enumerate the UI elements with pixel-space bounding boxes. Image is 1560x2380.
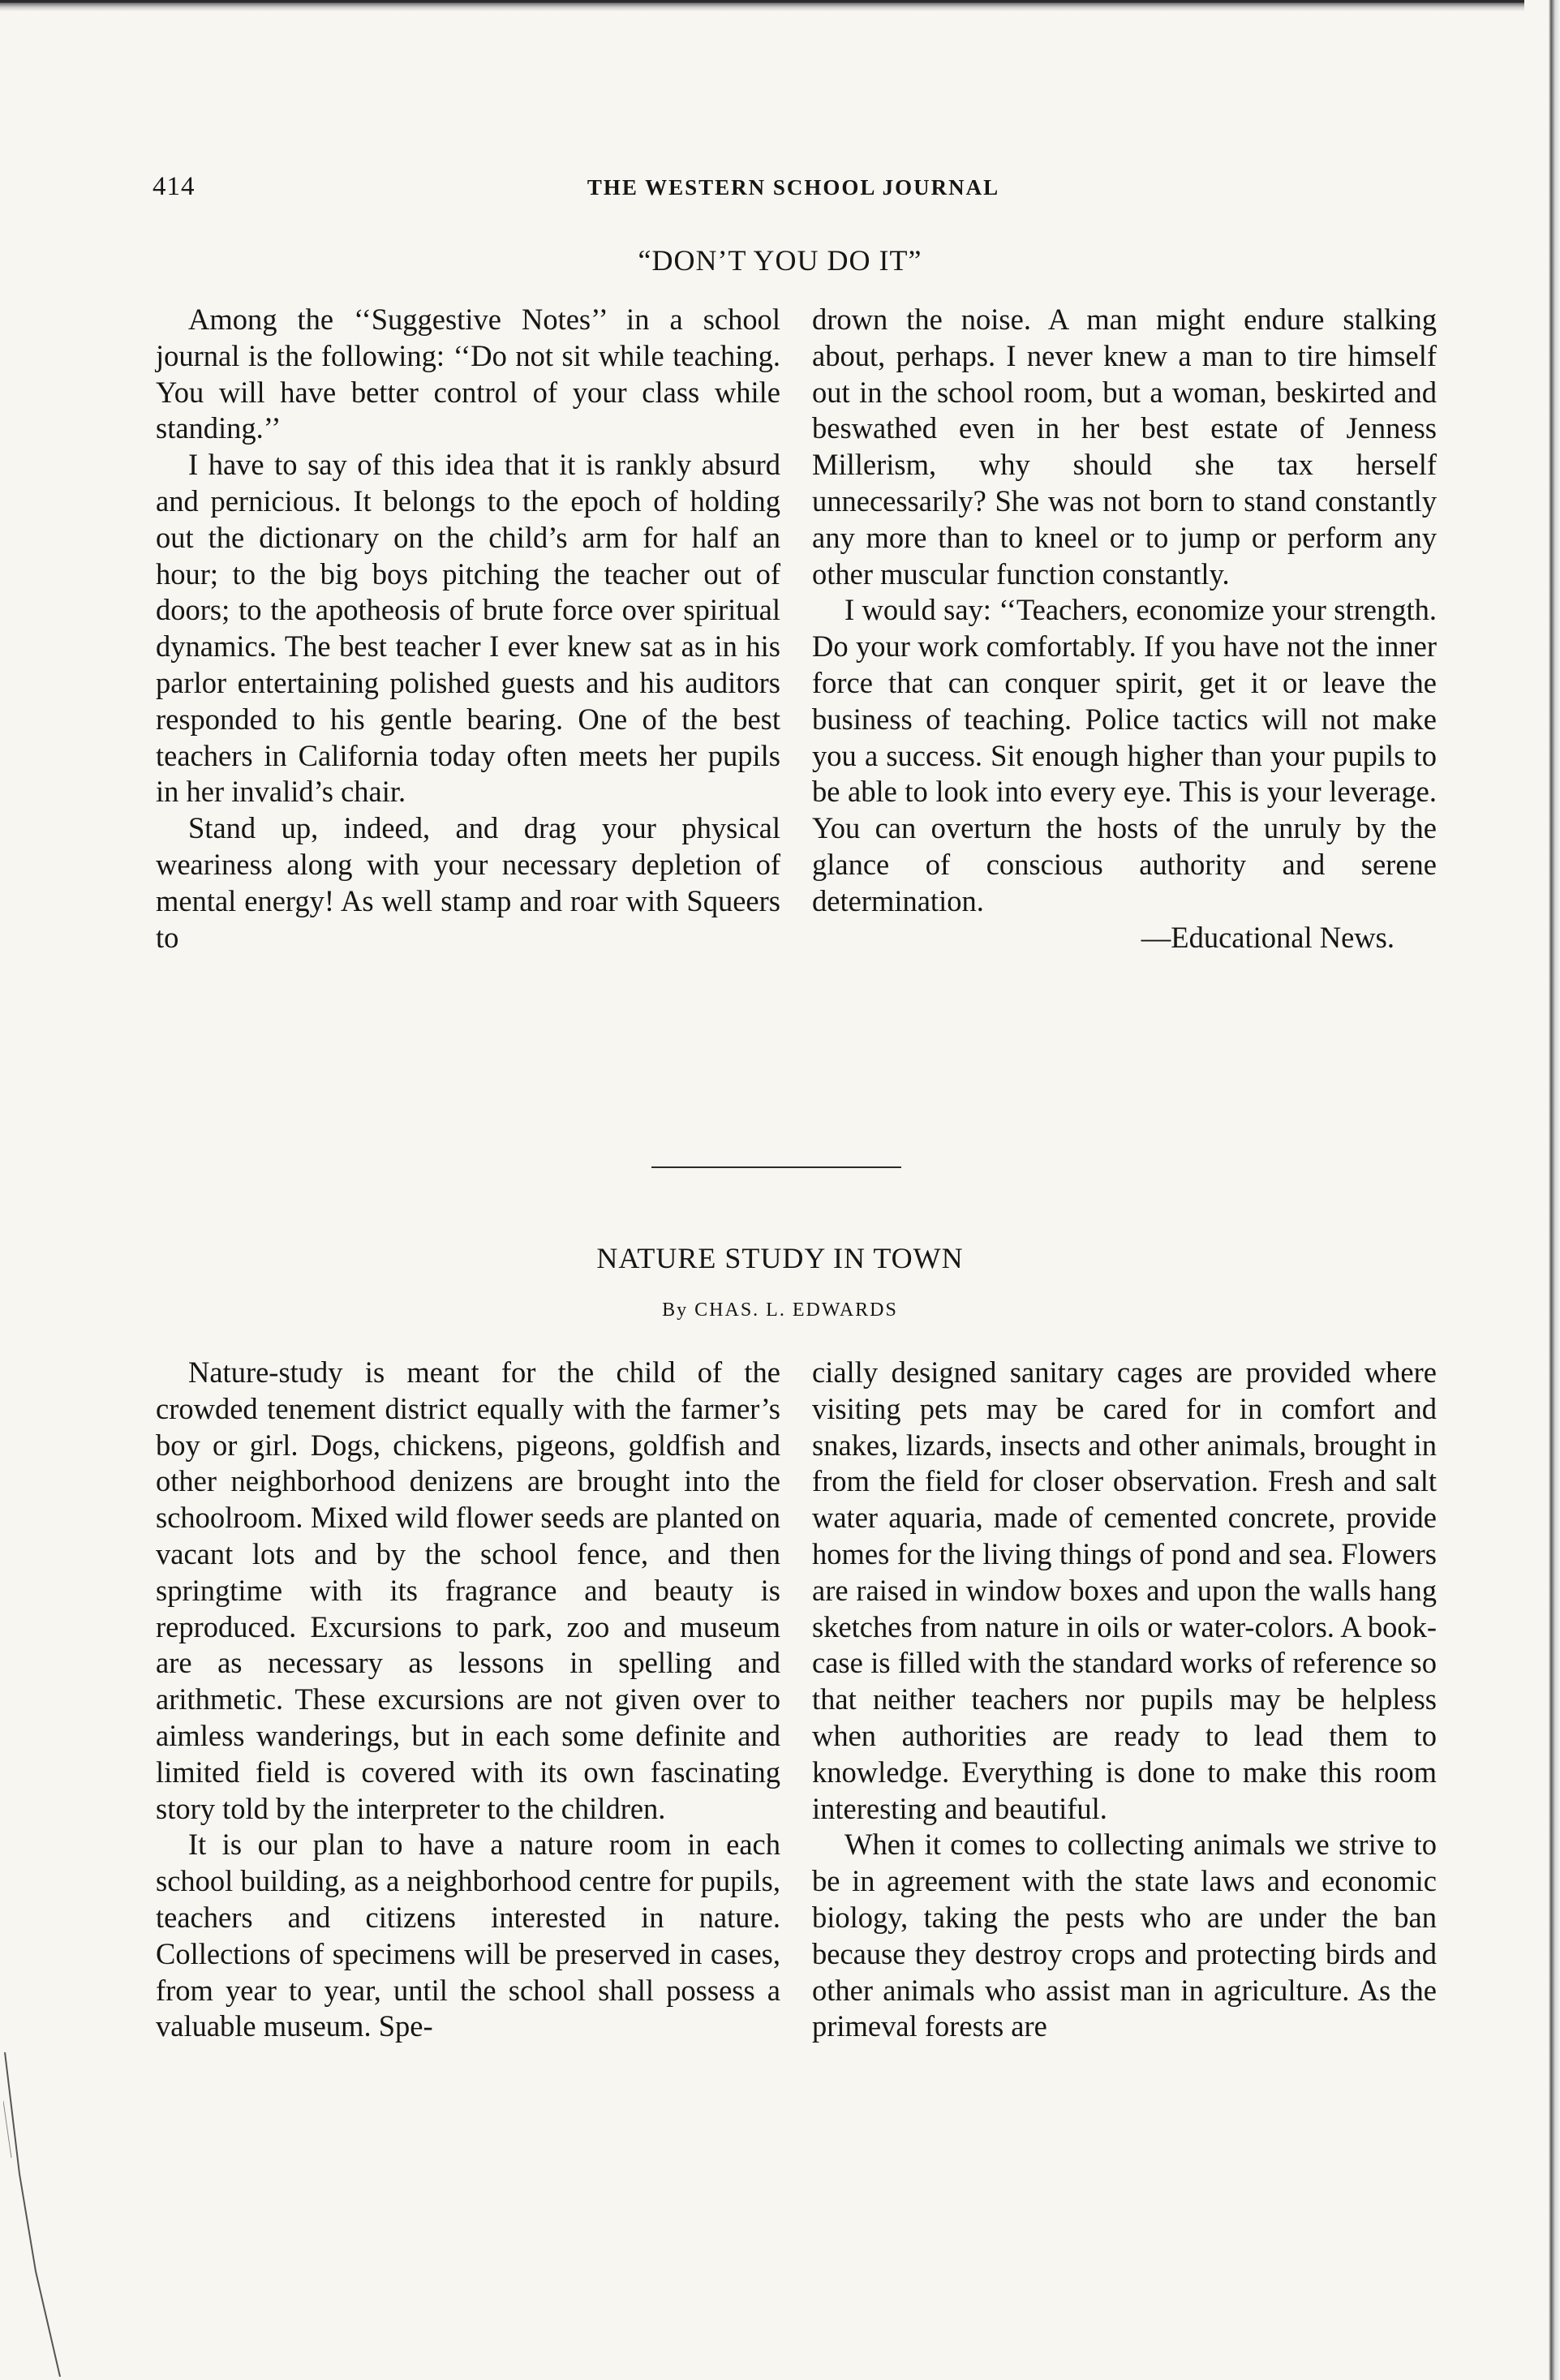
paragraph: It is our plan to have a nature room in each school building, as a neighborhood centre for pupils, teachers and citizens interested in nature. Collections of specimens will be preserved in cases, from year to year, until the school shall possess a valuable museum. Spe- (156, 1828, 780, 2043)
scan-scuff-marks (3, 2052, 76, 2377)
paragraph: Among the ‘‘Suggestive Notes’’ in a school journal is the following: ‘‘Do not sit while teaching. You will have better control of your class while standing.’’ (156, 303, 780, 445)
journal-title: THE WESTERN SCHOOL JOURNAL (587, 175, 1000, 200)
page-number: 414 (153, 172, 196, 201)
paragraph: cially designed sanitary cages are provided where visiting pets may be cared for in comfort and snakes, lizards, insects and other animals, brought in from the field for closer observation. Fresh and salt water aquaria, made of cemented concrete, provide homes for the living things of pond and sea. Flowers are raised in window boxes and upon the walls hang sketches from nature in oils or water-colors. A book-case is filled with the standard works of reference so that neither teachers nor pupils may be helpless when authorities are ready to lead them to knowledge. Everything is done to make this room interesting and beautiful. (812, 1355, 1437, 1825)
source-attribution: —Educational News. (1141, 920, 1395, 954)
paragraph: Stand up, indeed, and drag your physical weariness along with your necessary depletion of mental energy! As well stamp and roar with Squeers to (156, 811, 780, 954)
scan-top-edge (0, 0, 1560, 11)
paragraph: When it comes to collecting animals we strive to be in agreement with the state laws and economic biology, taking the pests who are under the ban because they destroy crops and protecting birds and other animals who assist man in agriculture. As the primeval forests are (812, 1828, 1437, 2043)
article2-column-right (812, 1355, 1437, 2045)
byline: By CHAS. L. EDWARDS (662, 1300, 898, 1321)
running-head (153, 172, 1434, 204)
section-divider (651, 1166, 901, 1168)
article1-column-right (812, 302, 1437, 956)
paragraph: I would say: ‘‘Teachers, economize your strength. Do your work comfortably. If you have not the inner force that can conquer spirit, get it or leave the business of teaching. Police tactics will not make you a success. Sit enough higher than your pupils to be able to look into every eye. This is your leverage. You can overturn the hosts of the unruly by the glance of conscious authority and serene determination. (812, 593, 1437, 917)
article1-column-left (156, 302, 780, 956)
paragraph: Nature-study is meant for the child of the crowded tenement district equally with the farmer’s boy or girl. Dogs, chickens, pigeons, goldfish and other neighborhood denizens are brought into the schoolroom. Mixed wild flower seeds are planted on vacant lots and by the school fence, and then springtime with its fragrance and beauty is reproduced. Excursions to park, zoo and museum are as necessary as lessons in spelling and arithmetic. These excursions are not given over to aimless wanderings, but in each some definite and limited field is covered with its own fascinating story told by the interpreter to the children. (156, 1355, 780, 1825)
article2-column-left (156, 1355, 780, 2045)
article-title-nature-study: NATURE STUDY IN TOWN (596, 1242, 964, 1274)
scan-right-edge (1524, 0, 1560, 2380)
paragraph: I have to say of this idea that it is rankly absurd and pernicious. It belongs to the epoch of holding out the dictionary on the child’s arm for half an hour; to the big boys pitching the teacher out of doors; to the apotheosis of brute force over spiritual dynamics. The best teacher I ever knew sat as in his parlor entertaining polished guests and his auditors responded to his gentle bearing. One of the best teachers in California today often meets her pupils in her invalid’s chair. (156, 448, 780, 809)
article-title-dont-you-do-it: “DON’T YOU DO IT” (638, 244, 922, 277)
paragraph: drown the noise. A man might endure stalking about, perhaps. I never knew a man to tire himself out in the school room, but a woman, beskirted and beswathed even in her best estate of Jenness Millerism, why should she tax herself unnecessarily? She was not born to stand constantly any more than to kneel or to jump or perform any other muscular function constantly. (812, 303, 1437, 591)
